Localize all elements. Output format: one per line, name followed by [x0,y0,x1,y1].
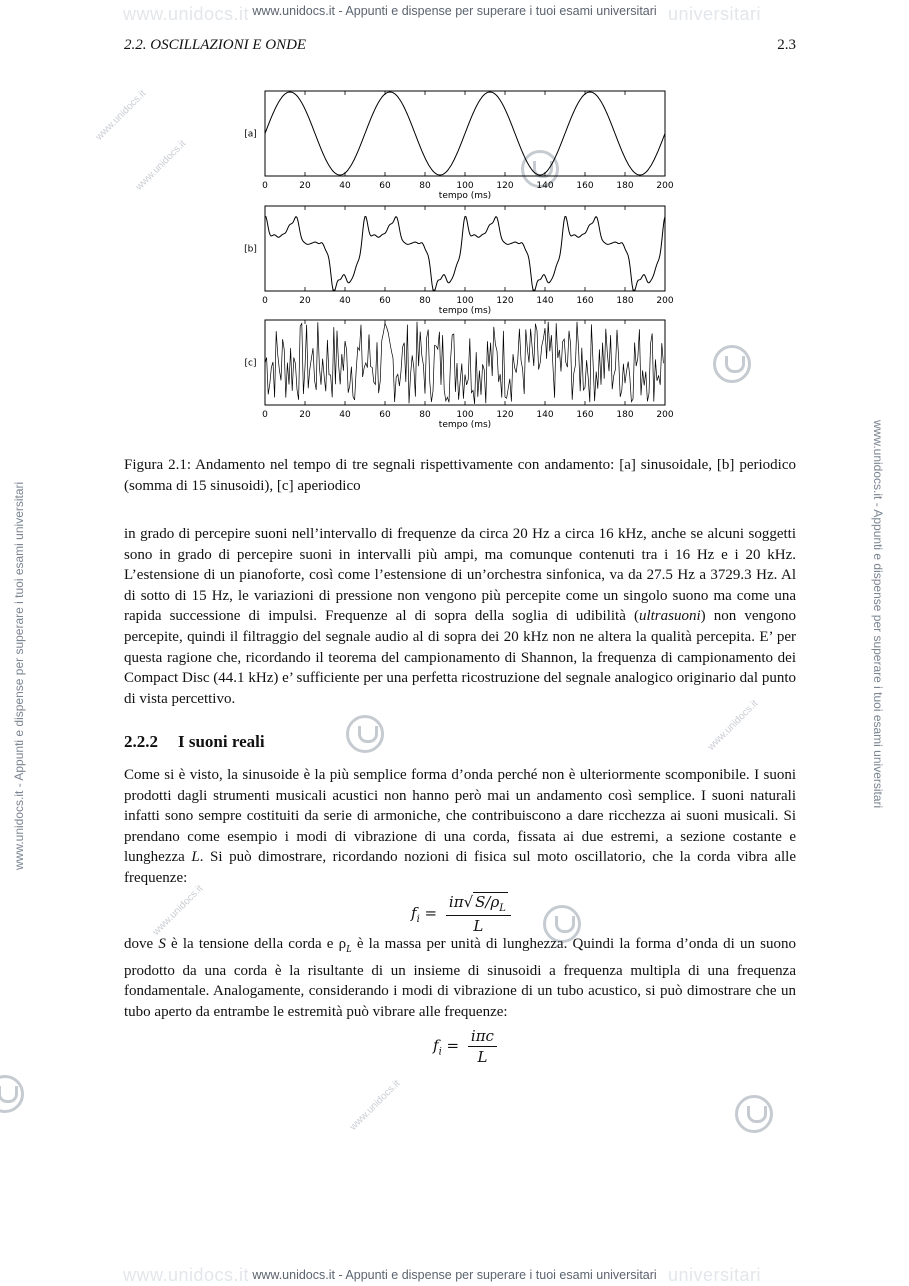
equation-string-frequencies: $f_i$ = $\frac{i\pi√ S/\rho_L}{L}$ [411,893,511,935]
x-tick-label: 60 [379,296,391,306]
x-tick-label: 60 [379,181,391,191]
watermark-diagonal: www.unidocs.it [347,1078,403,1133]
equation-tube-frequencies: $f_i$ = $\frac{\text{iπc}}{L}$ [433,1027,497,1066]
watermark-side-right: www.unidocs.it - Appunti e dispense per superare i tuoi esami universitari [871,420,885,809]
watermark-logo-icon [735,1095,773,1133]
x-tick-label: 0 [262,181,268,191]
x-tick-label: 140 [536,410,554,420]
watermark-logo-icon [346,715,384,753]
watermark-banner-top: www.unidocs.it - Appunti e dispense per superare i tuoi esami universitari [252,4,657,18]
x-tick-label: 120 [496,410,514,420]
watermark-diagonal: www.unidocs.it [133,138,189,193]
figure-caption: Figura 2.1: Andamento nel tempo di tre segnali rispettivamente con andamento: [a] sinusoidale, [b] periodico (somma di 15 sinusoidi), [c] aperiodico [124,457,796,494]
running-section-title: 2.2. OSCILLAZIONI E ONDE [124,37,307,53]
x-tick-label: 80 [419,296,431,306]
x-tick-label: 80 [419,181,431,191]
x-tick-label: 40 [339,410,351,420]
x-tick-label: 160 [576,181,594,191]
panel-label: [b] [244,244,257,255]
watermark-banner-bottom: www.unidocs.it - Appunti e dispense per superare i tuoi esami universitari [252,1268,657,1282]
x-tick-label: 200 [656,181,674,191]
x-tick-label: 200 [656,410,674,420]
chart-panel [244,206,674,316]
chart-panel [244,91,674,201]
x-tick-label: 40 [339,296,351,306]
panel-label: [c] [244,358,257,369]
x-tick-label: 0 [262,410,268,420]
x-axis-label: tempo (ms) [438,306,492,316]
page-number: 2.3 [777,37,796,53]
x-tick-label: 160 [576,410,594,420]
x-tick-label: 100 [456,410,474,420]
waveform-line [265,92,665,175]
watermark-ghost-left: www.unidocs.it [123,4,250,24]
x-tick-label: 160 [576,296,594,306]
x-tick-label: 120 [496,296,514,306]
waveform-line [265,322,663,404]
chart-panel [245,320,674,430]
x-tick-label: 120 [496,181,514,191]
x-tick-label: 60 [379,410,391,420]
panel-label: [a] [244,129,257,140]
paragraph-real-sounds: Come si è visto, la sinusoide è la più semplice forma d’onda perché non è ulteriormente scomponibile. I suoni prodotti dagli strumenti musicali acustici non hanno però mai un andamento così semplice. I suoni naturali infatti sono sempre costituiti da serie di armoniche, che contribuiscono a dare ricchezza ai suoni musicali. Si prendano come esempio i modi di vibrazione di una corda, fissata ai due estremi, a sezione costante e lunghezza L. Si può dimostrare, ricordando nozioni di fisica sul moto oscillatorio, che la corda vibra alle frequenze: [124,767,796,886]
x-tick-label: 20 [299,181,311,191]
watermark-logo-icon [713,345,751,383]
watermark-logo-icon [0,1075,24,1113]
x-tick-label: 100 [456,296,474,306]
x-tick-label: 180 [616,410,634,420]
section-title: I suoni reali [178,732,265,751]
x-axis-label: tempo (ms) [438,420,492,430]
watermark-side-left: www.unidocs.it - Appunti e dispense per superare i tuoi esami universitari [12,481,26,870]
watermark-ghost-right-bottom: universitari [668,1265,762,1285]
x-tick-label: 180 [616,296,634,306]
watermark-diagonal: www.unidocs.it [150,883,206,938]
watermark-ghost-right: universitari [668,4,762,24]
paragraph-perception: in grado di percepire suoni nell’intervallo di frequenze da circa 20 Hz a circa 16 kHz, anche se alcuni soggetti sono in grado di percepire suoni in intervalli più ampi, ma comunque contenuti tra i 16 Hz e i 20 kHz. L’estensione di un pianoforte, così come l’estensione di un’orchestra sinfonica, va da 27.5 Hz a 3729.3 Hz. Al di sotto di 15 Hz, le variazioni di pressione non vengono più percepite come un singolo suono ma come una rapida successione di impulsi. Frequenze al di sopra della soglia di udibilità (ultrasuoni) non vengono percepite, quindi il filtraggio del segnale audio al di sopra dei 20 kHz non ne altera la qualità percepita. E’ per questa ragione che, ricordando il teorema del campionamento di Shannon, la frequenza di campionamento dei Compact Disc (44.1 kHz) e’ sufficiente per una perfetta ricostruzione del segnale analogico originario dal punto di vista percettivo. [124,526,797,707]
paragraph-tension: dove S è la tensione della corda e $\rho_L$ è la massa per unità di lunghezza. Quindi la forma d’onda di un suono prodotto da una corda è la risultante di un insieme di sinusoidi a frequenza multipla di una frequenza fondamentale. Analogamente, considerando i modi di vibrazione di un tubo acustico, si può dimostrare che un tubo aperto da entrambe le estremità può vibrare alle frequenze: [124,936,796,1020]
x-tick-label: 40 [339,181,351,191]
watermark-diagonal: www.unidocs.it [93,88,149,143]
section-heading [124,732,265,752]
section-number: 2.2.2 [124,732,158,751]
figure-2-1 [230,85,680,445]
x-tick-label: 0 [262,296,268,306]
x-tick-label: 140 [536,181,554,191]
x-tick-label: 140 [536,296,554,306]
x-axis-label: tempo (ms) [438,191,492,201]
page-header [124,37,796,54]
waveform-charts [230,85,680,440]
waveform-line [265,217,665,291]
x-tick-label: 20 [299,410,311,420]
x-tick-label: 20 [299,296,311,306]
x-tick-label: 80 [419,410,431,420]
x-tick-label: 100 [456,181,474,191]
watermark-diagonal: www.unidocs.it [705,698,761,753]
x-tick-label: 180 [616,181,634,191]
x-tick-label: 200 [656,296,674,306]
watermark-ghost-left-bottom: www.unidocs.it [123,1265,250,1285]
